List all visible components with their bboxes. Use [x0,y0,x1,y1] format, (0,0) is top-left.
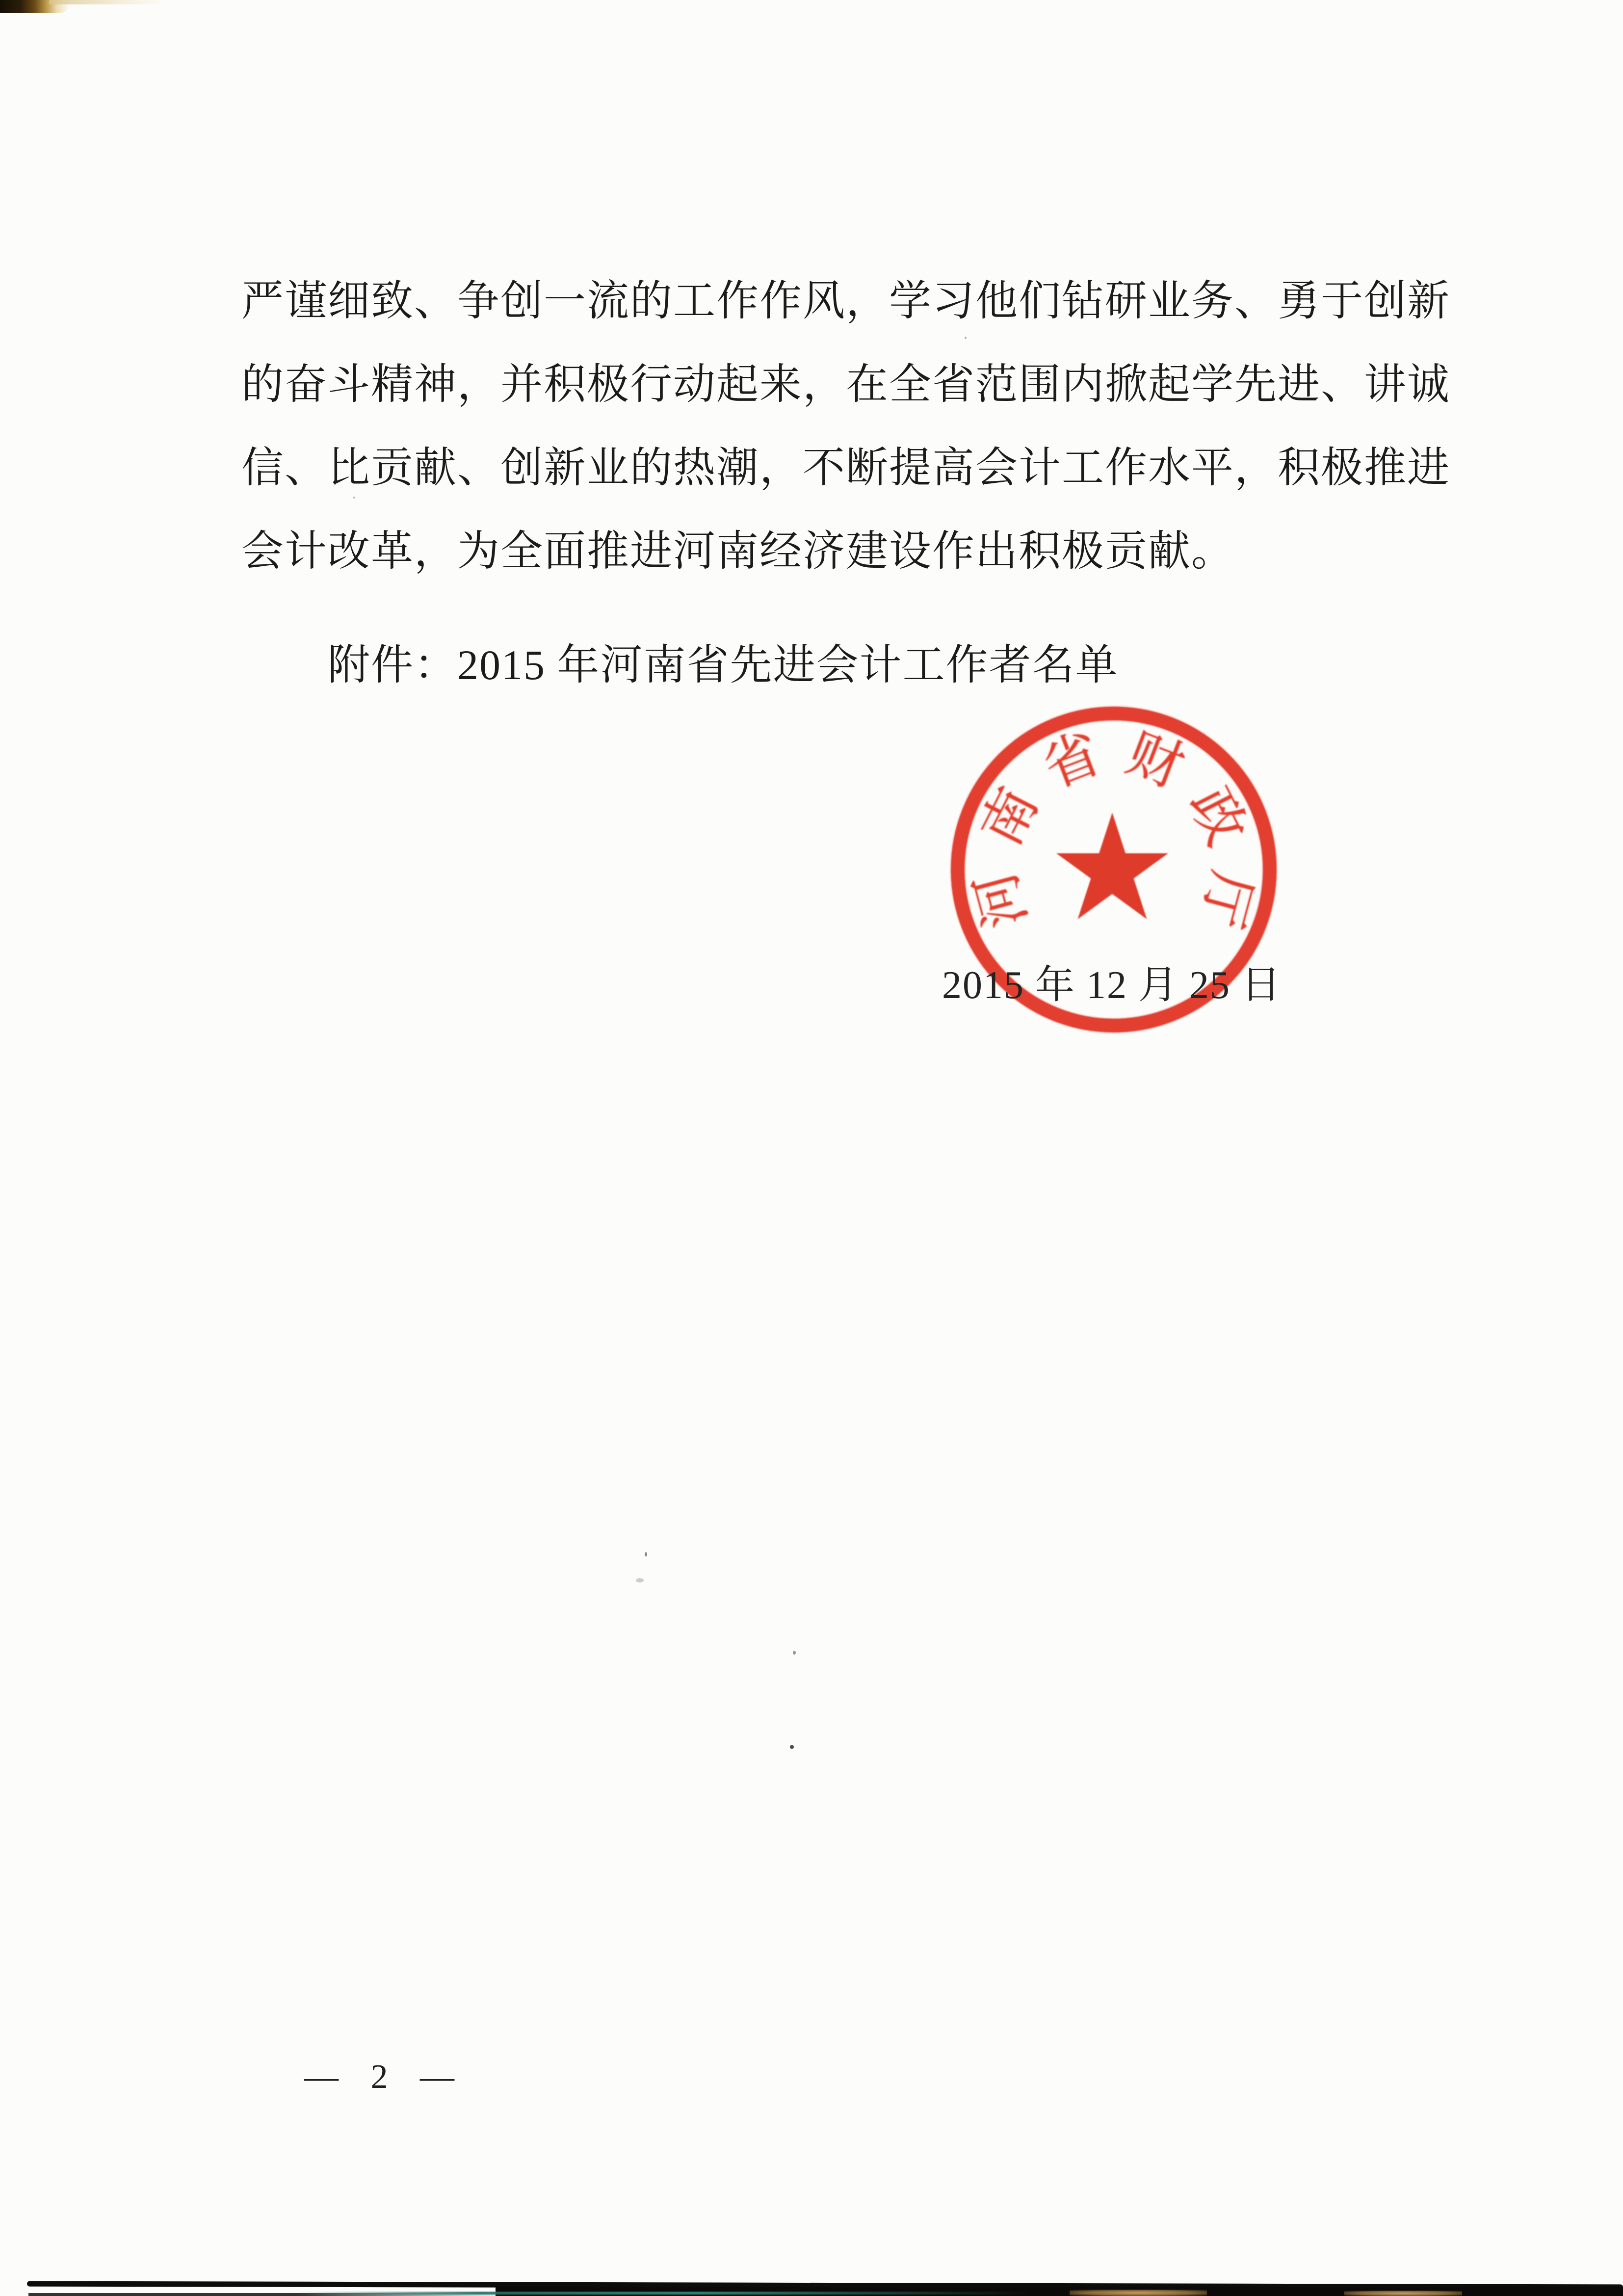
paragraph-line-1: 严谨细致、争创一流的工作作风，学习他们钻研业务、勇于创新 [241,277,1450,324]
seal-char-6: 厅 [1189,865,1263,934]
paper-speck [790,1745,794,1749]
paragraph-line-2: 的奋斗精神，并积极行动起来，在全省范围内掀起学先进、讲诚 [241,361,1450,408]
scan-artifact-top-streak [49,0,164,4]
scan-artifact-blob [1070,2290,1207,2296]
seal-char-4: 财 [1119,722,1192,799]
date-line: 2015 年 12 月 25 日 [942,964,1282,1007]
paragraph-line-4: 会计改革，为全面推进河南经济建设作出积极贡献。 [241,528,1234,575]
paper-speck [965,337,967,339]
paragraph-line-3: 信、比贡献、创新业的热潮，不断提高会计工作水平，积极推进 [241,444,1450,491]
seal-char-3: 省 [1035,722,1109,799]
scan-artifact-blob [1344,2291,1462,2296]
seal-char-2: 南 [970,778,1050,855]
attachment-line: 附件：2015 年河南省先进会计工作者名单 [328,641,1119,688]
paper-speck [793,1651,796,1655]
seal-star-icon [1053,813,1171,930]
paper-speck [353,497,355,499]
paper-speck [645,1552,647,1557]
seal-char-5: 政 [1178,778,1257,855]
body-paragraph [241,259,1458,593]
paper-speck [636,1578,644,1583]
page-number: — 2 — [304,2058,466,2096]
scan-artifact-teal-streak [294,2292,1030,2295]
seal-char-1: 河 [965,865,1038,934]
